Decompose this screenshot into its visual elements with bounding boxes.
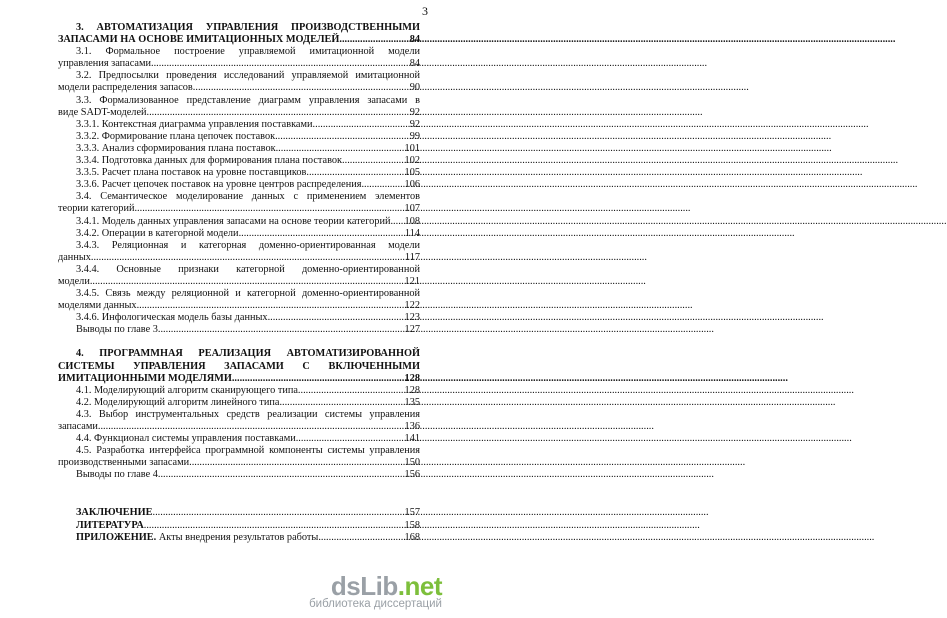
toc-page-number: 102: [404, 155, 420, 167]
toc-page-number: 156: [404, 469, 420, 481]
leader-dots: [275, 131, 409, 143]
toc-entry-text: 3.3.4. Подготовка данных для формирования плана поставок: [76, 155, 343, 167]
toc-entry-text: управления запасами: [58, 58, 152, 70]
toc-entry-3-4-1[interactable]: [58, 216, 420, 228]
toc-chapter-4[interactable]: [58, 348, 420, 384]
toc-entry-3-3-5[interactable]: [58, 167, 420, 179]
toc-entry-conclusions-4[interactable]: [58, 469, 420, 481]
toc-entry-text: 3.4.5. Связь между реляционной и категорной доменно-ориентированной: [76, 288, 420, 300]
toc-chapter-3[interactable]: [58, 22, 420, 46]
table-of-contents: [58, 22, 420, 544]
toc-page-number: 141: [404, 433, 420, 445]
watermark-logo-main: dsLib: [330, 571, 398, 601]
toc-entry-text: виде SADT-моделей: [58, 106, 147, 118]
toc-entry-3-2[interactable]: [58, 70, 420, 94]
toc-page-number: 106: [404, 179, 420, 191]
toc-page-number: 121: [404, 275, 420, 287]
toc-entry-text: моделями данных: [58, 300, 137, 312]
toc-entry-3-3-1[interactable]: [58, 119, 420, 131]
toc-page-number: 158: [404, 519, 420, 531]
leader-dots: [151, 58, 409, 70]
toc-page-number: 92: [409, 118, 420, 130]
toc-entry-text: данных: [58, 251, 91, 263]
leader-dots: [339, 34, 408, 46]
toc-entry-3-3-6[interactable]: [58, 179, 420, 191]
toc-entry-text: производственными запасами: [58, 457, 190, 469]
toc-entry-text: 3.3.2. Формирование плана цепочек поставок: [76, 130, 276, 142]
toc-entry-3-3[interactable]: [58, 95, 420, 119]
toc-entry-text: 4.4. Функционал системы управления поставками: [76, 433, 296, 445]
leader-dots: [147, 107, 409, 119]
toc-entry-text: 4.5. Разработка интерфейса программной компоненты системы управления: [76, 445, 420, 457]
toc-page-number: 127: [404, 324, 420, 336]
watermark-logo-domain: .net: [397, 571, 442, 601]
toc-entry-3-3-4[interactable]: [58, 155, 420, 167]
toc-entry-text: 3.4. Семантическое моделирование данных с применением элементов: [76, 191, 420, 203]
toc-entry-text: 3.2. Предпосылки проведения исследований управляемой имитационной: [76, 70, 420, 82]
leader-dots: [232, 373, 404, 385]
leader-dots: [189, 457, 403, 469]
leader-dots: [90, 276, 404, 288]
leader-dots: [296, 433, 404, 445]
toc-entry-text: теории категорий: [58, 203, 135, 215]
spacer: [58, 336, 420, 348]
appendix-label: ПРИЛОЖЕНИЕ.: [76, 531, 157, 543]
watermark: [309, 571, 442, 610]
toc-chapter-4-title-line-3: ИМИТАЦИОННЫМИ МОДЕЛЯМИ: [58, 372, 232, 384]
toc-entry-3-4-3[interactable]: [58, 240, 420, 264]
leader-dots: [298, 385, 404, 397]
toc-entry-text: Выводы по главе 4: [76, 469, 158, 481]
leader-dots: [239, 228, 404, 240]
toc-page-number: 114: [404, 227, 420, 239]
leader-dots: [193, 82, 409, 94]
toc-page-number: 135: [404, 396, 420, 408]
toc-entry-appendix[interactable]: [58, 532, 420, 544]
spacer: [58, 481, 420, 495]
toc-entry-text: ЛИТЕРАТУРА: [76, 519, 144, 531]
toc-entry-text: 4.3. Выбор инструментальных средств реализации системы управления: [76, 408, 420, 420]
toc-entry-text: [76, 532, 318, 544]
leader-dots: [390, 216, 403, 228]
leader-dots: [158, 324, 404, 336]
toc-entry-text: 3.4.4. Основные признаки категорной доменно-ориентированной: [76, 263, 420, 275]
toc-entry-text: 3.4.3. Реляционная и категорная доменно-ориентированная модели: [76, 239, 420, 251]
toc-entry-text: 3.4.1. Модель данных управления запасами на основе теории категорий: [76, 215, 391, 227]
toc-page-number: 84: [409, 34, 420, 46]
toc-entry-4-5[interactable]: [58, 445, 420, 469]
toc-page-number: 108: [404, 215, 420, 227]
toc-entry-literature[interactable]: [58, 520, 420, 532]
leader-dots: [276, 143, 404, 155]
toc-entry-3-4[interactable]: [58, 191, 420, 215]
toc-entry-text: модели распределения запасов: [58, 82, 193, 94]
leader-dots: [134, 203, 403, 215]
leader-dots: [158, 469, 404, 481]
toc-page-number: 99: [409, 130, 420, 142]
toc-page-number: 122: [404, 300, 420, 312]
leader-dots: [318, 532, 403, 544]
toc-entry-3-4-5[interactable]: [58, 288, 420, 312]
toc-page-number: 123: [404, 312, 420, 324]
toc-entry-conclusions-3[interactable]: [58, 324, 420, 336]
toc-chapter-4-title-line-1: 4. ПРОГРАММНАЯ РЕАЛИЗАЦИЯ АВТОМАТИЗИРОВАННОЙ: [76, 348, 420, 360]
spacer: [58, 495, 420, 507]
toc-entry-3-4-2[interactable]: [58, 228, 420, 240]
toc-page-number: 90: [409, 82, 420, 94]
toc-page-number: 150: [404, 457, 420, 469]
toc-entry-text: 3.3.5. Расчет плана поставок на уровне поставщиков: [76, 167, 307, 179]
toc-page-number: 107: [404, 203, 420, 215]
toc-page-number: 128: [404, 372, 420, 384]
toc-entry-text: 3.4.6. Инфологическая модель базы данных: [76, 312, 268, 324]
toc-entry-text: 3.3.1. Контекстная диаграмма управления поставками: [76, 118, 313, 130]
leader-dots: [342, 155, 404, 167]
toc-entry-text: 4.1. Моделирующий алгоритм сканирующего типа: [76, 384, 298, 396]
toc-page-number: 92: [409, 106, 420, 118]
leader-dots: [153, 507, 404, 519]
toc-entry-4-2[interactable]: [58, 397, 420, 409]
toc-page-number: 117: [404, 251, 420, 263]
toc-entry-text: 3.1. Формальное построение управляемой имитационной модели: [76, 46, 420, 58]
toc-entry-text: Выводы по главе 3: [76, 324, 158, 336]
toc-entry-3-4-6[interactable]: [58, 312, 420, 324]
toc-entry-text: запасами: [58, 421, 98, 432]
toc-chapter-4-title-line-2: СИСТЕМЫ УПРАВЛЕНИЯ ЗАПАСАМИ С ВКЛЮЧЕННЫМИ: [58, 360, 420, 372]
leader-dots: [313, 119, 409, 131]
toc-page-number: 105: [404, 167, 420, 179]
toc-entry-text: 3.4.2. Операции в категорной модели: [76, 227, 239, 239]
toc-chapter-3-title-line-1: 3. АВТОМАТИЗАЦИЯ УПРАВЛЕНИЯ ПРОИЗВОДСТВЕННЫМИ: [76, 22, 420, 33]
toc-page-number: 84: [409, 58, 420, 70]
toc-page-number: 101: [404, 142, 420, 154]
appendix-description: Акты внедрения результатов работы: [156, 531, 319, 543]
leader-dots: [144, 520, 404, 532]
leader-dots: [137, 300, 404, 312]
leader-dots: [91, 252, 404, 264]
leader-dots: [279, 397, 403, 409]
leader-dots: [268, 312, 404, 324]
toc-entry-text: 3.3.6. Расчет цепочек поставок на уровне центров распределения: [76, 179, 362, 191]
leader-dots: [98, 421, 404, 433]
toc-entry-text: 3.3. Формализованное представление диаграмм управления запасами в: [76, 94, 420, 106]
leader-dots: [306, 167, 403, 179]
toc-entry-conclusion[interactable]: [58, 507, 420, 519]
toc-page-number: 128: [404, 384, 420, 396]
toc-entry-3-3-2[interactable]: [58, 131, 420, 143]
toc-entry-text: ЗАКЛЮЧЕНИЕ: [76, 507, 153, 519]
toc-entry-text: 4.2. Моделирующий алгоритм линейного типа: [76, 396, 280, 408]
toc-entry-3-3-3[interactable]: [58, 143, 420, 155]
toc-entry-text: 3.3.3. Анализ сформирования плана поставок: [76, 142, 276, 154]
leader-dots: [361, 179, 403, 191]
watermark-tagline: библиотека диссертаций: [309, 598, 442, 610]
toc-page-number: 168: [404, 531, 420, 543]
toc-page-number: 136: [404, 421, 420, 432]
toc-entry-text: модели: [58, 275, 90, 287]
toc-entry-4-3[interactable]: [58, 409, 420, 433]
toc-chapter-3-title-line-2: ЗАПАСАМИ НА ОСНОВЕ ИМИТАЦИОННЫХ МОДЕЛЕЙ: [58, 34, 340, 46]
page-number: 3: [422, 4, 428, 18]
toc-page-number: 157: [404, 507, 420, 519]
toc-entry-4-4[interactable]: [58, 433, 420, 445]
toc-entry-3-4-4[interactable]: [58, 264, 420, 288]
toc-entry-3-1[interactable]: [58, 46, 420, 70]
toc-entry-4-1[interactable]: [58, 385, 420, 397]
